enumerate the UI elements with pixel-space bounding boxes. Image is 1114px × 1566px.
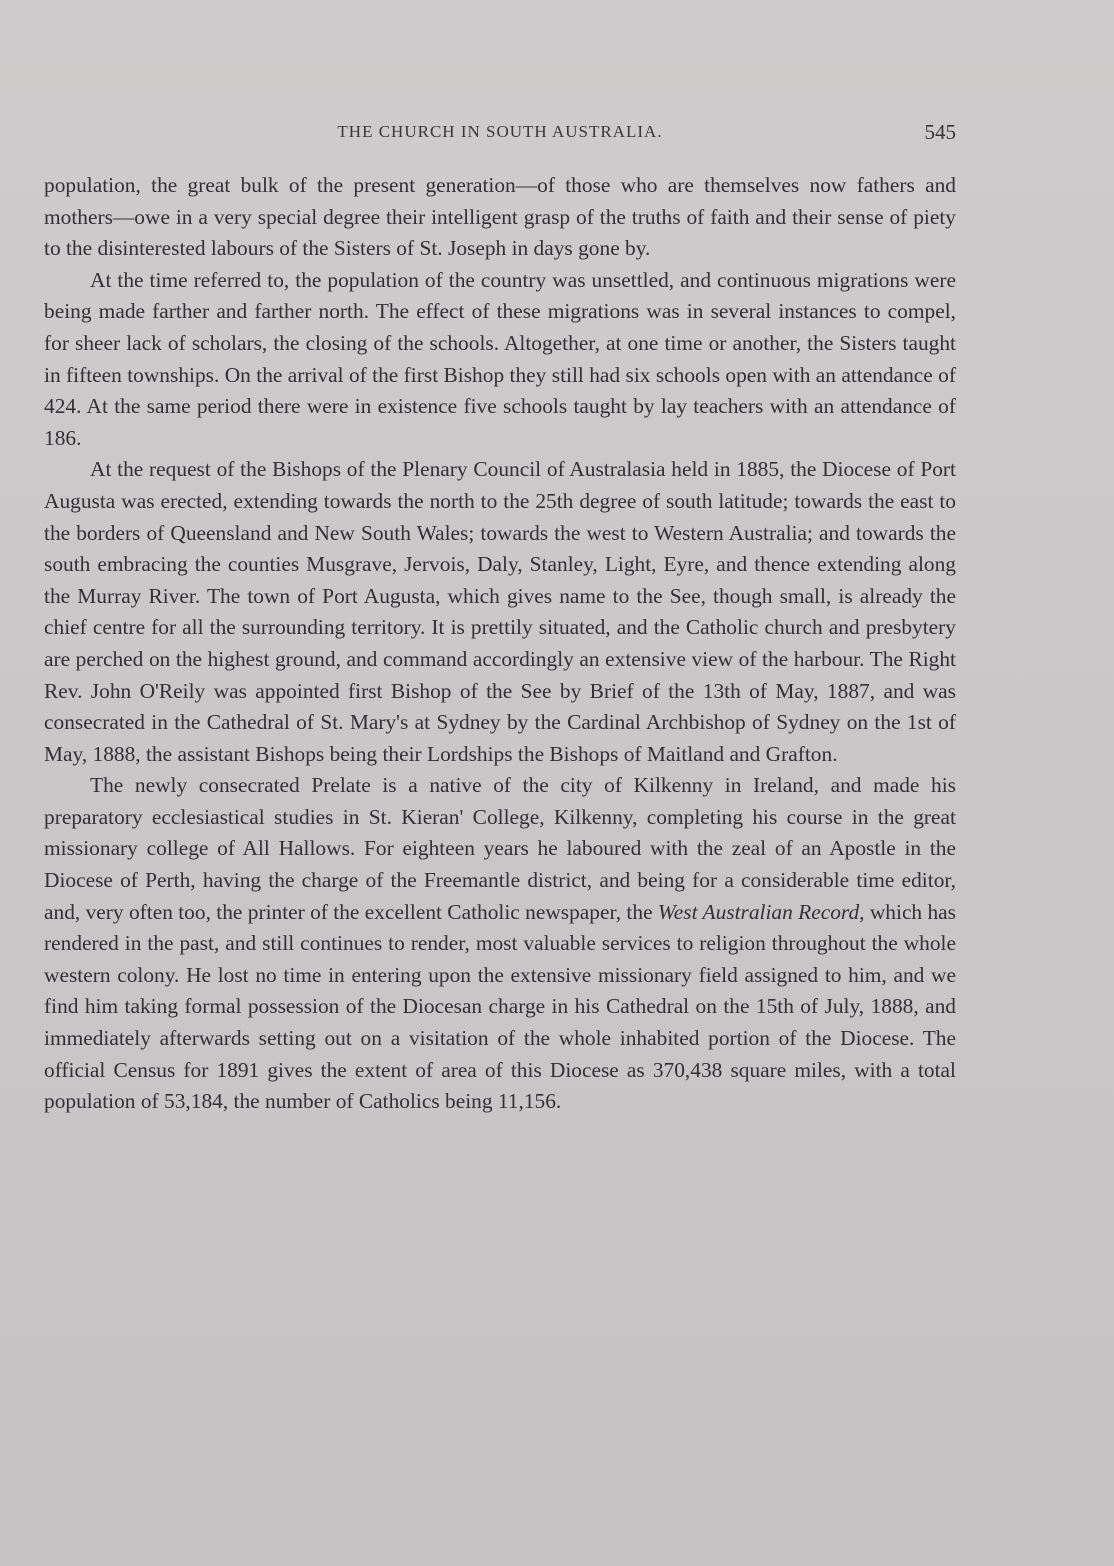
running-title: THE CHURCH IN SOUTH AUSTRALIA. — [337, 122, 663, 141]
paragraph-3: At the request of the Bishops of the Plenary Council of Australasia held in 1885, the Diocese of Port Augusta was erected, extending towards the north to the 25th degree of south latitude; towards the east to the borders of Queensland and New South Wales; towards the west to Western Australia; and towards the south embracing the counties Musgrave, Jervois, Daly, Stanley, Light, Eyre, and thence extending along the Murray River. The town of Port Augusta, which gives name to the See, though small, is already the chief centre for all the surrounding territory. It is prettily situated, and the Catholic church and presbytery are perched on the highest ground, and command accordingly an extensive view of the harbour. The Right Rev. John O'Reily was appointed first Bishop of the See by Brief of the 13th of May, 1887, and was consecrated in the Cathedral of St. Mary's at Sydney by the Cardinal Archbishop of Sydney on the 1st of May, 1888, the assistant Bishops being their Lordships the Bishops of Maitland and Grafton. — [44, 457, 956, 766]
paragraph-1: population, the great bulk of the present generation—of those who are themselves now fathers and mothers—owe in a very special degree their intelligent grasp of the truths of faith and their sense of piety to the disinterested labours of the Sisters of St. Joseph in days gone by. — [44, 173, 956, 261]
page-number: 545 — [924, 120, 956, 144]
paragraph-4 — [44, 770, 956, 1118]
newspaper-title: West Australian Record — [657, 899, 860, 924]
paragraph-2: At the time referred to, the population of the country was unsettled, and continuous migrations were being made farther and farther north. The effect of these migrations was in several instances to compel, for sheer lack of scholars, the closing of the schools. Altogether, at one time or another, the Sisters taught in fifteen townships. On the arrival of the first Bishop they still had six schools open with an attendance of 424. At the same period there were in existence five schools taught by lay teachers with an attendance of 186. — [44, 267, 956, 450]
page-header — [44, 120, 956, 148]
body-text — [44, 170, 956, 1118]
paragraph-4-text-end: , which has rendered in the past, and still continues to render, most valuable services to religion throughout the whole western colony. He lost no time in entering upon the extensive missionary field assigned to him, and we find him taking formal possession of the Diocesan charge in his Cathedral on the 15th of July, 1888, and immediately afterwards setting out on a visitation of the whole inhabited portion of the Diocese. The official Census for 1891 gives the extent of area of this Diocese as 370,438 square miles, with a total population of 53,184, the number of Catholics being 11,156. — [44, 899, 956, 1114]
paragraph-4-text-start: The newly consecrated Prelate is a native of the city of Kilkenny in Ireland, and made his preparatory ecclesiastical studies in St. Kieran' College, Kilkenny, completing his course in the great missionary college of All Hallows. For eighteen years he laboured with the zeal of an Apostle in the Diocese of Perth, having the charge of the Freemantle district, and being for a considerable time editor, and, very often too, the printer of the excellent Catholic newspaper, the — [44, 773, 956, 924]
